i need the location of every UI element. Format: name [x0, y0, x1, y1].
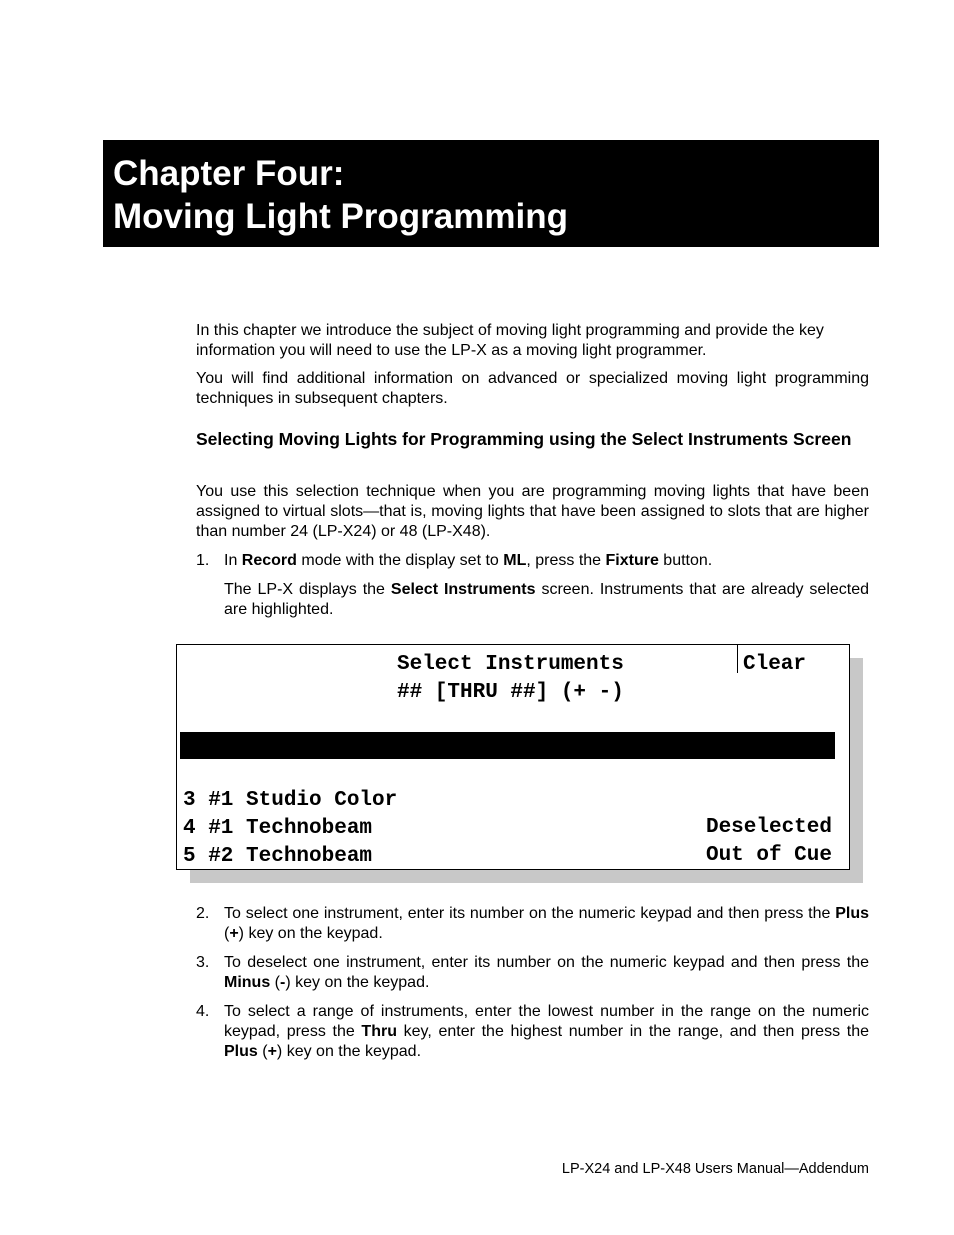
chapter-banner: [103, 140, 879, 247]
step-1-result: The LP-X displays the Select Instruments screen. Instruments that are already selected are highlighted.: [224, 581, 870, 618]
section-heading: Selecting Moving Lights for Programming using the Select Instruments Screen: [196, 429, 852, 449]
instrument-row[interactable]: [180, 844, 835, 870]
clear-softkey[interactable]: Clear: [743, 653, 807, 676]
screen-title: Select Instruments: [397, 653, 624, 676]
instrument-status: Out of Cue: [705, 844, 832, 867]
step-3-number: 3.: [196, 954, 210, 971]
instrument-status: Deselected: [705, 816, 832, 839]
intro-paragraph-1: In this chapter we introduce the subject of moving light programming and provide the key information you will need to use the LP-X as a moving light programmer.: [196, 322, 824, 359]
instrument-name: 5 #2 Technobeam: [183, 845, 373, 868]
instrument-name: 2 #1 Studio Spot: [183, 761, 385, 784]
step-1-text: In Record mode with the display set to ML, press the Fixture button.: [224, 552, 713, 569]
step-2-number: 2.: [196, 905, 210, 922]
instrument-name: 3 #1 Studio Color: [183, 789, 398, 812]
step-4-text: To select a range of instruments, enter the lowest number in the range on the numeric keypad, press the Thru key, enter the highest number in the range, and then press the Plus (+) key on the keypad.: [224, 1003, 869, 1060]
chapter-number: Chapter Four:: [113, 154, 345, 193]
page-footer: LP-X24 and LP-X48 Users Manual—Addendum: [561, 1161, 869, 1177]
step-2-text: To select one instrument, enter its number on the numeric keypad and then press the Plus (+) key on the keypad.: [224, 905, 869, 942]
step-1-number: 1.: [196, 552, 210, 569]
instrument-status: Selected: [731, 788, 832, 811]
step-4-number: 4.: [196, 1003, 210, 1020]
section-paragraph: You use this selection technique when you are programming moving lights that have been assigned to virtual slots—that is, moving lights that have been assigned to slots that are higher than number 24 (LP-X24) or 48 (LP-X48).: [196, 483, 869, 540]
select-instruments-screen: [176, 644, 850, 870]
step-3-text: To deselect one instrument, enter its number on the numeric keypad and then press the Minus (-) key on the keypad.: [224, 954, 869, 991]
clear-divider: [737, 645, 738, 673]
intro-paragraph-2: You will find additional information on advanced or specialized moving light programming techniques in subsequent chapters.: [196, 370, 869, 407]
screen-subtitle: ## [THRU ##] (+ -): [397, 681, 624, 704]
instrument-name: 4 #1 Technobeam: [183, 817, 373, 840]
chapter-title: Moving Light Programming: [113, 197, 568, 236]
